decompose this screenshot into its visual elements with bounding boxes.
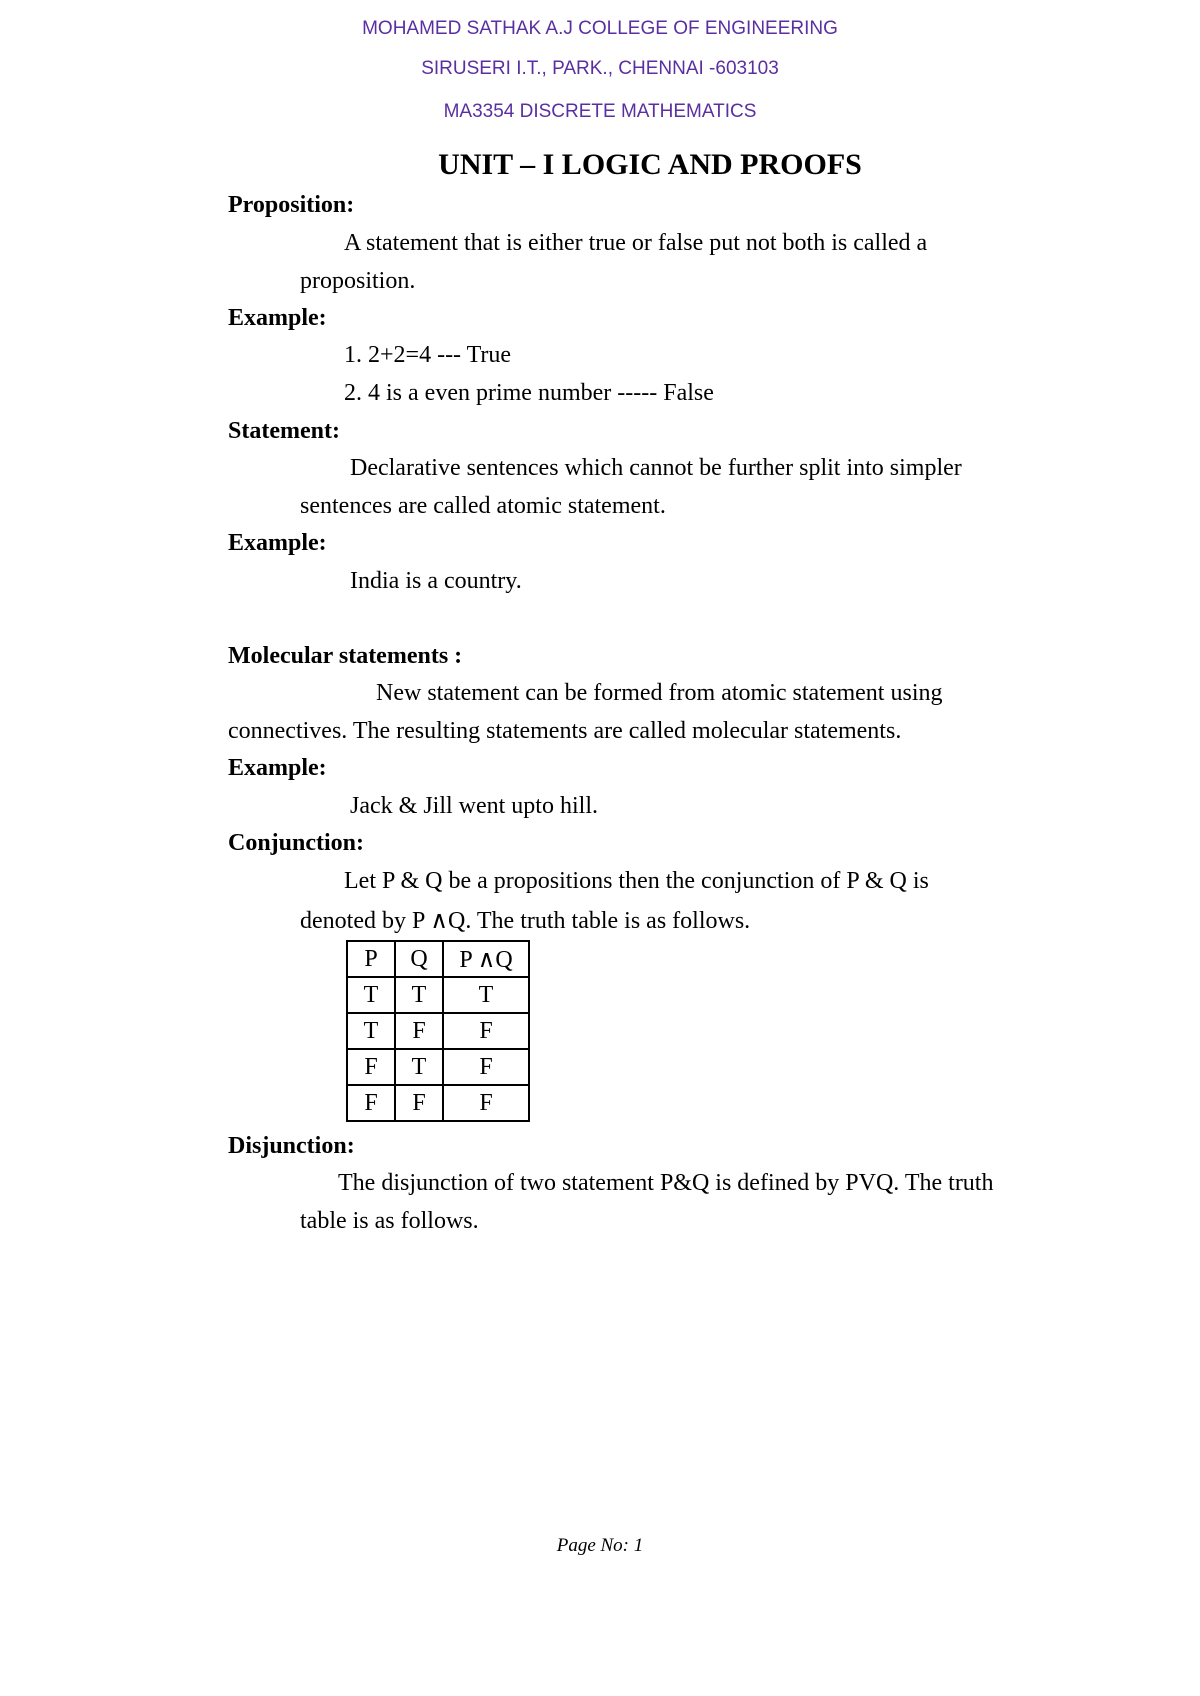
disjunction-text-line1: The disjunction of two statement P&Q is defined by PVQ. The truth	[338, 1170, 994, 1196]
conjunction-heading: Conjunction:	[228, 830, 365, 856]
college-name: MOHAMED SATHAK A.J COLLEGE OF ENGINEERING	[362, 18, 838, 39]
page-number: Page No: 1	[556, 1535, 644, 1556]
example1-item2: 2. 4 is a even prime number ----- False	[344, 380, 714, 406]
table-header-cell: P ∧Q	[443, 941, 529, 977]
example2-heading: Example:	[228, 530, 327, 556]
table-cell: F	[443, 1013, 529, 1049]
statement-text-line1: Declarative sentences which cannot be further split into simpler	[350, 455, 962, 481]
example1-item1: 1. 2+2=4 --- True	[344, 342, 512, 368]
conjunction-truth-table	[346, 940, 530, 1122]
table-cell: F	[347, 1085, 395, 1121]
conjunction-text-line1: Let P & Q be a propositions then the conjunction of P & Q is	[344, 868, 929, 894]
conjunction-text-line2: denoted by P ∧Q. The truth table is as follows.	[300, 908, 751, 934]
table-header-cell: P	[347, 941, 395, 977]
table-row	[347, 1013, 529, 1049]
example2-text: India is a country.	[350, 568, 522, 594]
table-cell: T	[347, 1013, 395, 1049]
example3-text: Jack & Jill went upto hill.	[350, 793, 598, 819]
example1-heading: Example:	[228, 305, 327, 331]
table-row	[347, 1085, 529, 1121]
statement-heading: Statement:	[228, 418, 340, 444]
table-cell: T	[395, 977, 443, 1013]
disjunction-heading: Disjunction:	[228, 1133, 355, 1159]
table-row	[347, 1049, 529, 1085]
unit-title: UNIT – I LOGIC AND PROOFS	[438, 148, 862, 181]
course-title: MA3354 DISCRETE MATHEMATICS	[443, 101, 757, 122]
proposition-text-line1: A statement that is either true or false put not both is called a	[344, 230, 928, 256]
table-header-cell: Q	[395, 941, 443, 977]
table-cell: F	[395, 1085, 443, 1121]
table-cell: F	[443, 1085, 529, 1121]
molecular-text-line1: New statement can be formed from atomic statement using	[376, 680, 943, 706]
table-row	[347, 977, 529, 1013]
table-cell: F	[443, 1049, 529, 1085]
molecular-text-line2: connectives. The resulting statements are called molecular statements.	[228, 718, 902, 744]
table-cell: T	[347, 977, 395, 1013]
table-header-row	[347, 941, 529, 977]
disjunction-text-line2: table is as follows.	[300, 1208, 479, 1234]
table-cell: T	[443, 977, 529, 1013]
proposition-text-line2: proposition.	[300, 268, 416, 294]
molecular-heading: Molecular statements :	[228, 643, 463, 669]
table-cell: F	[347, 1049, 395, 1085]
statement-text-line2: sentences are called atomic statement.	[300, 493, 666, 519]
table-cell: T	[395, 1049, 443, 1085]
table-cell: F	[395, 1013, 443, 1049]
example3-heading: Example:	[228, 755, 327, 781]
proposition-heading: Proposition:	[228, 192, 355, 218]
college-address: SIRUSERI I.T., PARK., CHENNAI -603103	[421, 58, 779, 79]
